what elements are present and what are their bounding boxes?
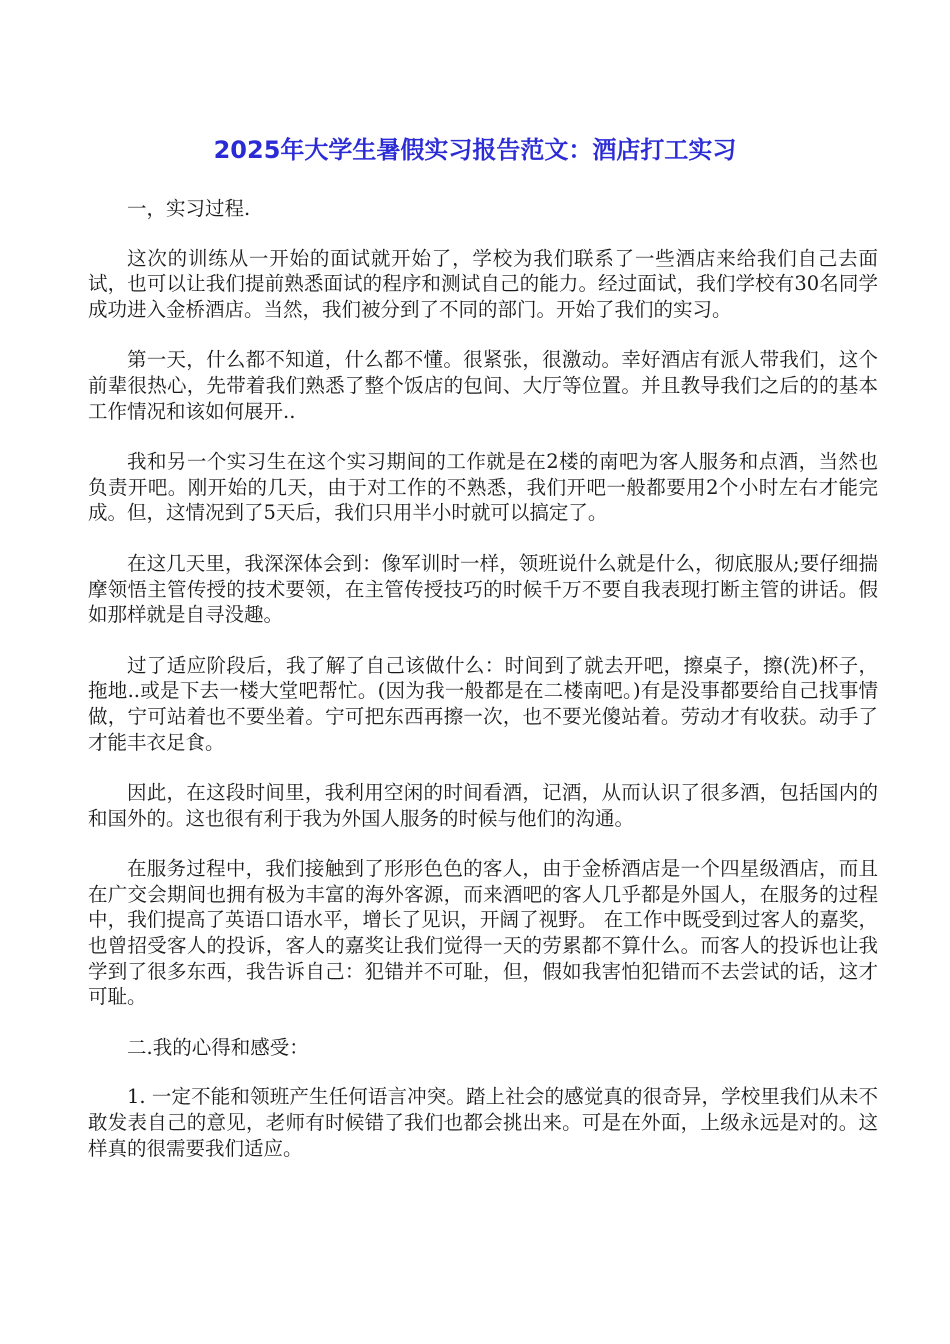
- paragraph: 过了适应阶段后，我了解了自己该做什么：时间到了就去开吧，擦桌子，擦(洗)杯子，拖地..或是下去一楼大堂吧帮忙。(因为我一般都是在二楼南吧。)有是没事都要给自己找事情做，宁可站着也不要坐着。宁可把东西再擦一次，也不要光傻站着。劳动才有收获。动手了才能丰衣足食。: [88, 653, 878, 754]
- paragraph: 在服务过程中，我们接触到了形形色色的客人，由于金桥酒店是一个四星级酒店，而且在广交会期间也拥有极为丰富的海外客源，而来酒吧的客人几乎都是外国人，在服务的过程中，我们提高了英语口语水平，增长了见识，开阔了视野。 在工作中既受到过客人的嘉奖，也曾招受客人的投诉，客人的嘉奖让我们觉得一天的劳累都不算什么。而客人的投诉也让我学到了很多东西，我告诉自己：犯错并不可耻，但，假如我害怕犯错而不去尝试的话，这才可耻。: [88, 857, 878, 1009]
- section-heading: 一，实习过程.: [127, 197, 251, 220]
- paragraph: 1. 一定不能和领班产生任何语言冲突。踏上社会的感觉真的很奇异，学校里我们从未不敢发表自己的意见，老师有时候错了我们也都会挑出来。可是在外面，上级永远是对的。这样真的很需要我们适应。: [88, 1085, 878, 1160]
- paragraph: 这次的训练从一开始的面试就开始了，学校为我们联系了一些酒店来给我们自己去面试，也可以让我们提前熟悉面试的程序和测试自己的能力。经过面试，我们学校有30名同学成功进入金桥酒店。当然，我们被分到了不同的部门。开始了我们的实习。: [88, 246, 878, 321]
- paragraph: 因此，在这段时间里，我利用空闲的时间看酒，记酒，从而认识了很多酒，包括国内的和国外的。这也很有利于我为外国人服务的时候与他们的沟通。: [88, 781, 878, 830]
- paragraph: 我和另一个实习生在这个实习期间的工作就是在2楼的南吧为客人服务和点酒，当然也负责开吧。刚开始的几天，由于对工作的不熟悉，我们开吧一般都要用2个小时左右才能完成。但，这情况到了5天后，我们只用半小时就可以搞定了。: [88, 450, 878, 525]
- document-title: 2025年大学生暑假实习报告范文：酒店打工实习: [213, 136, 737, 164]
- section-heading: 二.我的心得和感受：: [127, 1035, 309, 1059]
- paragraph: 第一天，什么都不知道，什么都不懂。很紧张，很激动。幸好酒店有派人带我们，这个前辈很热心，先带着我们熟悉了整个饭店的包间、大厅等位置。并且教导我们之后的的基本工作情况和该如何展开..: [88, 348, 878, 423]
- paragraph: 在这几天里，我深深体会到：像军训时一样，领班说什么就是什么，彻底服从;要仔细揣摩领悟主管传授的技术要领，在主管传授技巧的时候千万不要自我表现打断主管的讲话。假如那样就是自寻没趣。: [88, 551, 878, 627]
- document-body: [88, 196, 878, 1186]
